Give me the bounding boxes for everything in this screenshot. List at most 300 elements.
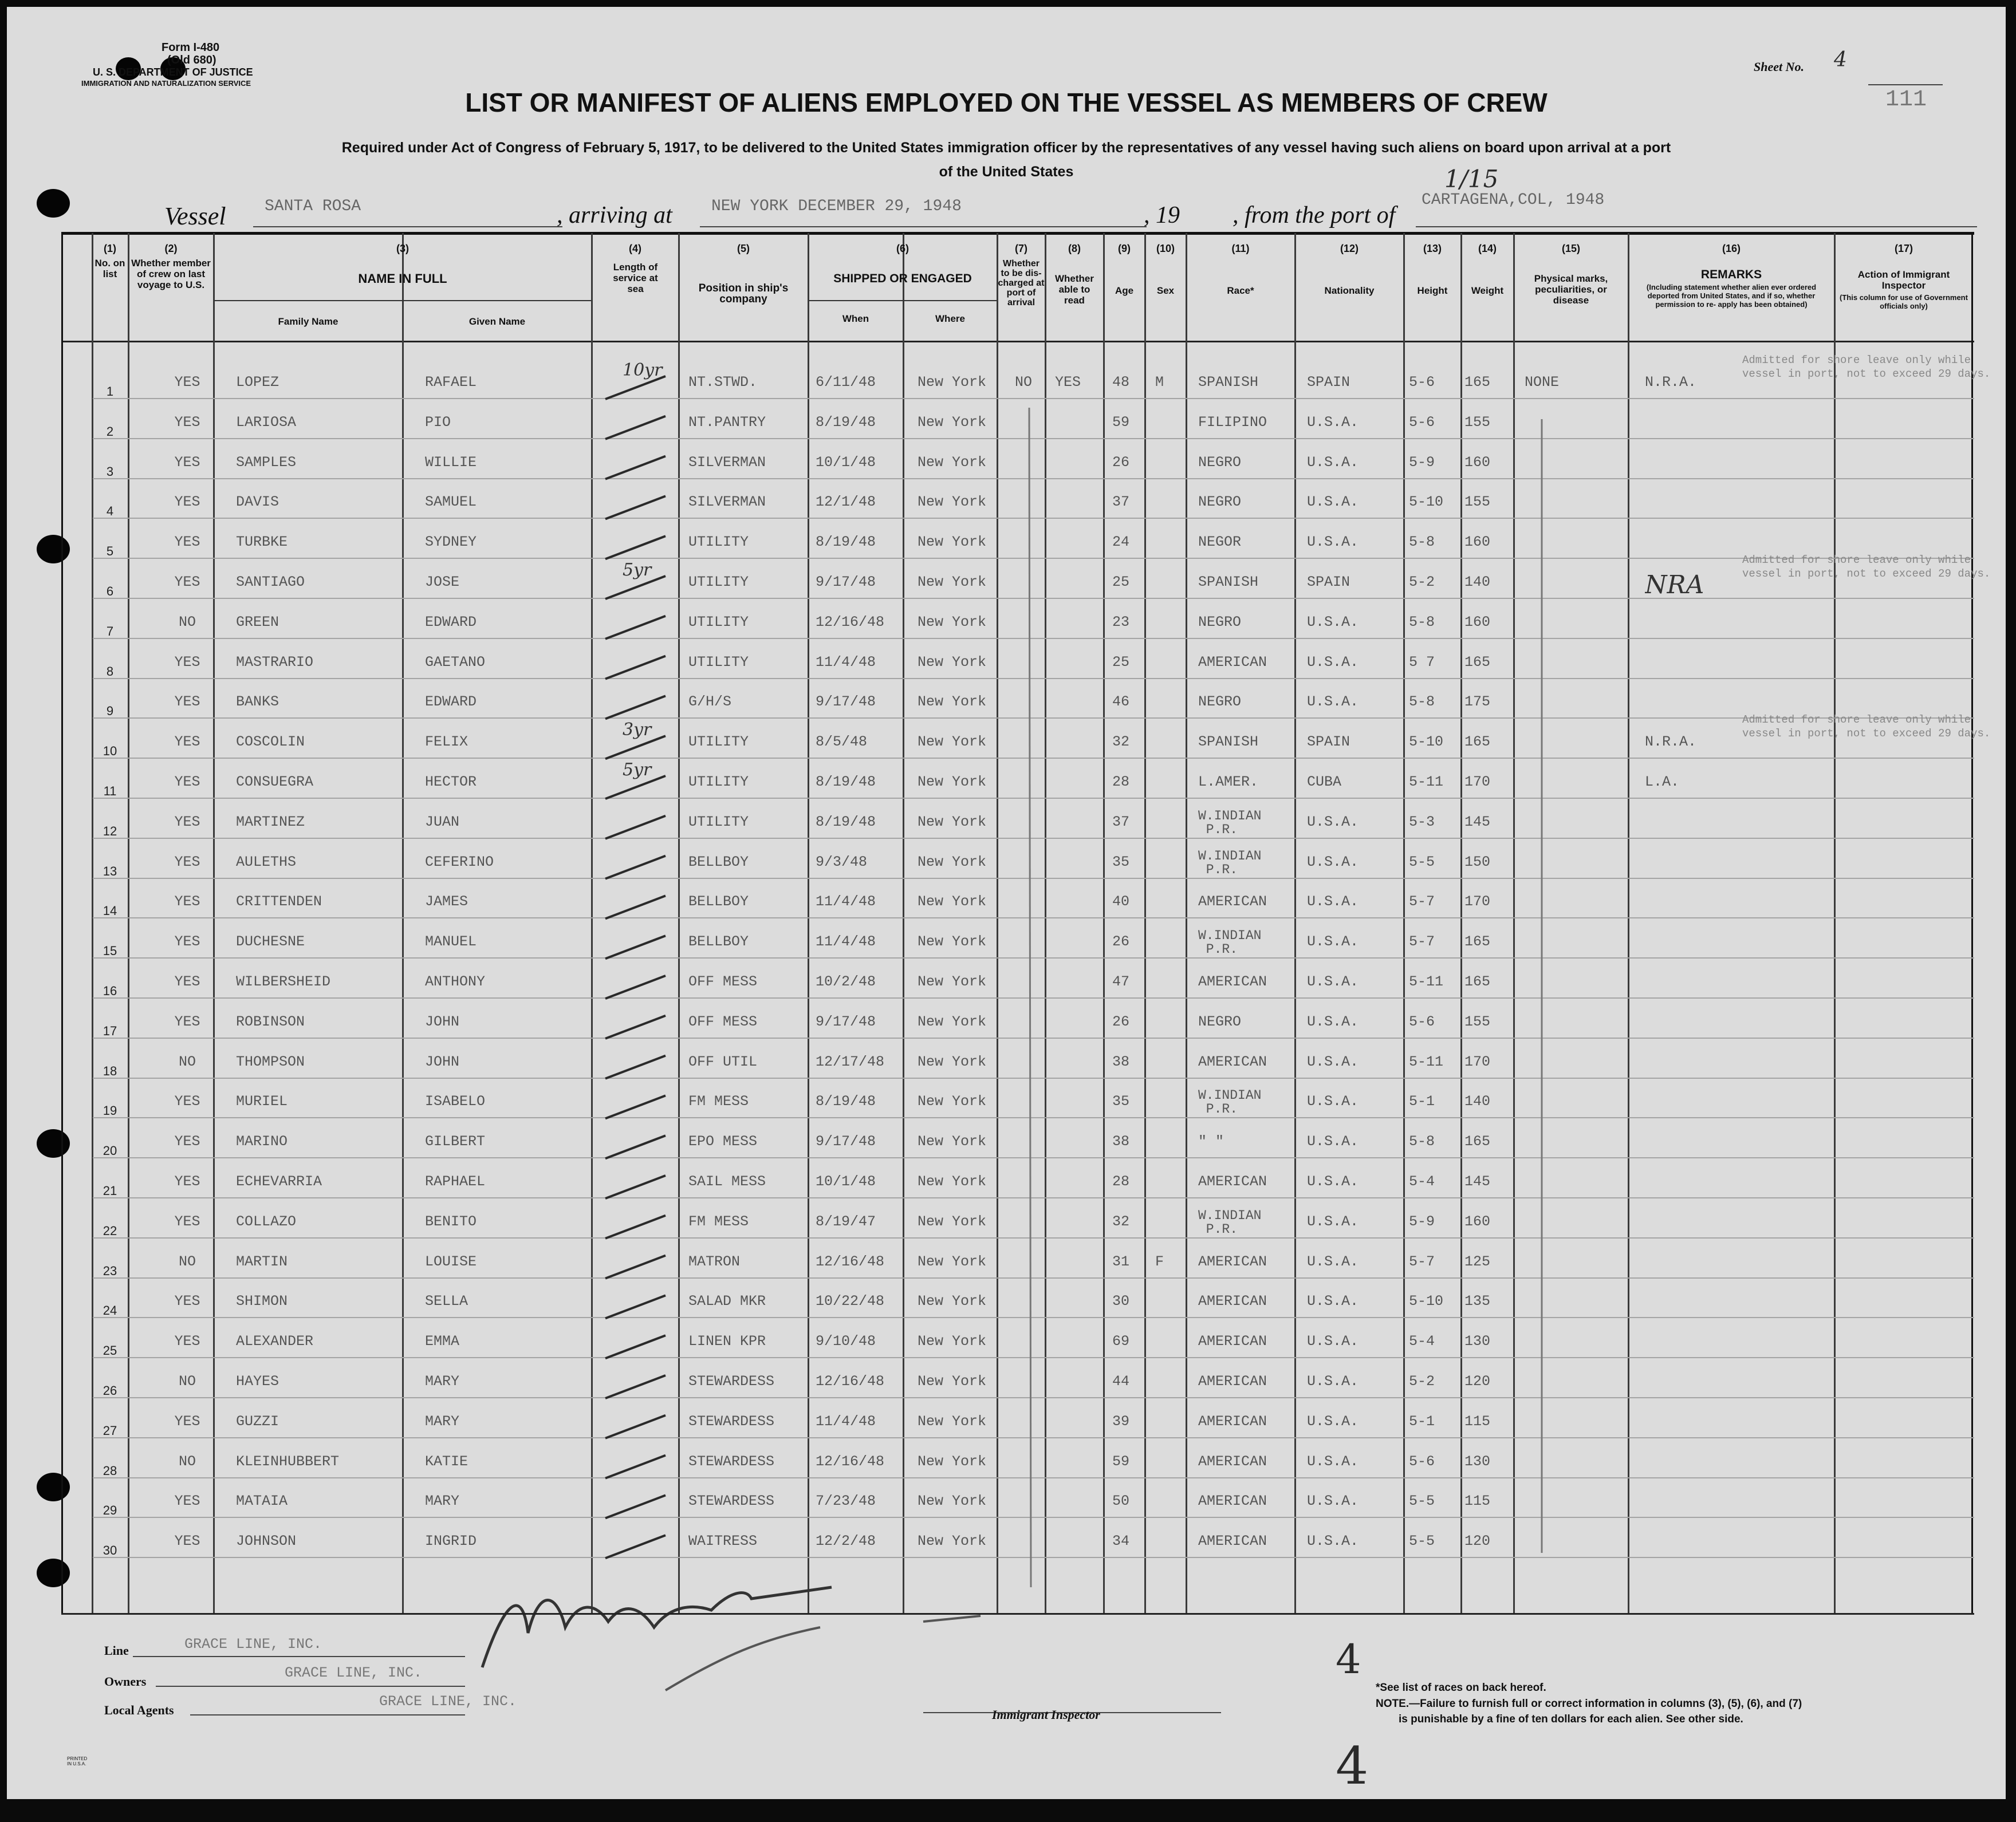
row-number: 12 bbox=[103, 823, 117, 838]
nationality-cell: U.S.A. bbox=[1307, 1133, 1359, 1150]
shipped-where-cell: New York bbox=[918, 1133, 987, 1150]
tally-stroke bbox=[605, 536, 666, 559]
nationality-cell: U.S.A. bbox=[1307, 1213, 1359, 1230]
weight-cell: 170 bbox=[1464, 893, 1491, 910]
nationality-cell: U.S.A. bbox=[1307, 1053, 1359, 1070]
position-cell: MATRON bbox=[688, 1253, 741, 1270]
race-cell: AMERICAN bbox=[1198, 1293, 1267, 1310]
age-cell: 32 bbox=[1112, 1213, 1130, 1230]
height-cell: 5-11 bbox=[1409, 1053, 1444, 1070]
shipped-when-cell: 9/17/48 bbox=[816, 693, 876, 711]
given-name-cell: HECTOR bbox=[425, 774, 477, 790]
length-of-service-cell: 3yr bbox=[623, 720, 652, 740]
last-voyage-cell: YES bbox=[174, 1293, 200, 1310]
row-number: 29 bbox=[103, 1503, 117, 1518]
race-cell: AMERICAN bbox=[1198, 653, 1267, 671]
last-voyage-cell: YES bbox=[174, 693, 200, 711]
race-cell: NEGRO bbox=[1198, 453, 1242, 471]
tally-stroke bbox=[605, 616, 666, 639]
weight-cell: 115 bbox=[1464, 1493, 1491, 1510]
shipped-when-cell: 8/19/48 bbox=[816, 534, 876, 551]
position-cell: UTILITY bbox=[688, 653, 749, 671]
col10-label: Sex bbox=[1156, 285, 1175, 296]
row-number: 26 bbox=[103, 1383, 117, 1398]
height-cell: 5-2 bbox=[1409, 1373, 1435, 1390]
shipped-when-cell: 8/19/48 bbox=[816, 413, 876, 431]
shipped-when-cell: 12/17/48 bbox=[816, 1053, 885, 1070]
form-old-number: (Old 680) bbox=[167, 54, 216, 66]
nationality-cell: SPAIN bbox=[1307, 374, 1350, 391]
col10-num: (10) bbox=[1156, 243, 1175, 254]
col4-label: Length of service at sea bbox=[613, 262, 658, 294]
shipped-when-cell: 9/17/48 bbox=[816, 1013, 876, 1030]
last-voyage-cell: YES bbox=[174, 1533, 200, 1550]
nationality-cell: U.S.A. bbox=[1307, 1253, 1359, 1270]
nationality-cell: U.S.A. bbox=[1307, 853, 1359, 870]
family-name-cell: ALEXANDER bbox=[236, 1333, 314, 1350]
col8-num: (8) bbox=[1068, 243, 1081, 254]
height-cell: 5 7 bbox=[1409, 653, 1435, 671]
shipped-when-cell: 11/4/48 bbox=[816, 653, 876, 671]
row-number: 6 bbox=[106, 584, 114, 598]
height-cell: 5-7 bbox=[1409, 893, 1435, 910]
weight-cell: 150 bbox=[1464, 853, 1491, 870]
age-cell: 31 bbox=[1112, 1253, 1130, 1270]
tally-stroke bbox=[605, 456, 666, 479]
tally-stroke bbox=[605, 856, 666, 879]
weight-cell: 170 bbox=[1464, 774, 1491, 790]
given-name-cell: LOUISE bbox=[425, 1253, 477, 1270]
nationality-cell: U.S.A. bbox=[1307, 973, 1359, 990]
race-cell: SPANISH bbox=[1198, 374, 1259, 391]
shipped-when-cell: 10/1/48 bbox=[816, 1173, 876, 1190]
age-cell: 35 bbox=[1112, 1093, 1130, 1110]
weight-cell: 130 bbox=[1464, 1333, 1491, 1350]
height-cell: 5-5 bbox=[1409, 853, 1435, 870]
table-bottom-rule bbox=[61, 1613, 1974, 1615]
row-number: 20 bbox=[103, 1143, 117, 1158]
race-cell: W.INDIAN P.R. bbox=[1198, 1208, 1262, 1236]
arriving-label: , arriving at bbox=[557, 202, 672, 228]
remarks-cell: L.A. bbox=[1645, 774, 1680, 790]
age-cell: 38 bbox=[1112, 1053, 1130, 1070]
row-number: 30 bbox=[103, 1543, 117, 1558]
tally-stroke bbox=[605, 696, 666, 719]
subtitle-line2: of the United States bbox=[939, 164, 1074, 180]
shipped-where-cell: New York bbox=[918, 653, 987, 671]
given-name-cell: GILBERT bbox=[425, 1133, 486, 1150]
tally-stroke bbox=[605, 976, 666, 999]
shipped-where-cell: New York bbox=[918, 1533, 987, 1550]
given-name-cell: ISABELO bbox=[425, 1093, 486, 1110]
weight-cell: 170 bbox=[1464, 1053, 1491, 1070]
shipped-where-cell: New York bbox=[918, 1493, 987, 1510]
age-cell: 25 bbox=[1112, 653, 1130, 671]
race-cell: AMERICAN bbox=[1198, 893, 1267, 910]
nationality-cell: U.S.A. bbox=[1307, 1013, 1359, 1030]
nationality-cell: U.S.A. bbox=[1307, 1453, 1359, 1470]
col6-label: SHIPPED OR ENGAGED bbox=[833, 272, 972, 285]
tally-stroke bbox=[605, 1456, 666, 1478]
race-cell: W.INDIAN P.R. bbox=[1198, 809, 1262, 837]
inspector-action-cell: Admitted for shore leave only while vessel in port, not to exceed 29 days. bbox=[1742, 354, 1991, 380]
position-cell: UTILITY bbox=[688, 534, 749, 551]
last-voyage-cell: YES bbox=[174, 774, 200, 790]
family-name-cell: SANTIAGO bbox=[236, 574, 305, 590]
position-cell: FM MESS bbox=[688, 1093, 749, 1110]
given-name-cell: MARY bbox=[425, 1373, 460, 1390]
given-name-cell: MARY bbox=[425, 1493, 460, 1510]
height-cell: 5-9 bbox=[1409, 453, 1435, 471]
length-of-service-cell: 5yr bbox=[623, 760, 652, 780]
line-underline bbox=[133, 1656, 465, 1657]
given-name-cell: FELIX bbox=[425, 733, 468, 751]
weight-cell: 160 bbox=[1464, 534, 1491, 551]
family-name-cell: HAYES bbox=[236, 1373, 279, 1390]
race-cell: AMERICAN bbox=[1198, 1373, 1267, 1390]
given-name-cell: JOHN bbox=[425, 1053, 460, 1070]
row-number: 25 bbox=[103, 1343, 117, 1358]
shipped-where-cell: New York bbox=[918, 413, 987, 431]
col14-num: (14) bbox=[1478, 243, 1497, 254]
tally-stroke bbox=[605, 1056, 666, 1079]
height-cell: 5-10 bbox=[1409, 1293, 1444, 1310]
last-voyage-cell: YES bbox=[174, 534, 200, 551]
sheet-label: Sheet No. bbox=[1754, 60, 1804, 74]
given-name-cell: INGRID bbox=[425, 1533, 477, 1550]
shipped-when-cell: 8/19/47 bbox=[816, 1213, 876, 1230]
weight-cell: 140 bbox=[1464, 574, 1491, 590]
shipped-when-cell: 8/19/48 bbox=[816, 813, 876, 830]
length-of-service-cell: 5yr bbox=[623, 560, 652, 580]
age-cell: 50 bbox=[1112, 1493, 1130, 1510]
last-voyage-cell: NO bbox=[178, 1053, 196, 1070]
last-voyage-cell: YES bbox=[174, 1333, 200, 1350]
shipped-where-cell: New York bbox=[918, 1253, 987, 1270]
weight-cell: 120 bbox=[1464, 1533, 1491, 1550]
given-name-cell: JUAN bbox=[425, 813, 460, 830]
shipped-when-cell: 12/16/48 bbox=[816, 1453, 885, 1470]
shipped-where-cell: New York bbox=[918, 893, 987, 910]
height-cell: 5-4 bbox=[1409, 1333, 1435, 1350]
position-cell: UTILITY bbox=[688, 774, 749, 790]
given-name-cell: MARY bbox=[425, 1413, 460, 1430]
able-to-read-cell: YES bbox=[1055, 374, 1081, 391]
shipped-where-cell: New York bbox=[918, 1213, 987, 1230]
col4-num: (4) bbox=[629, 243, 641, 254]
last-voyage-cell: YES bbox=[174, 853, 200, 870]
family-name-cell: LARIOSA bbox=[236, 413, 297, 431]
col8-label: Whether able to read bbox=[1055, 273, 1094, 306]
physical-marks-cell: NONE bbox=[1525, 374, 1560, 391]
printed-mark: PRINTED IN U.S.A. bbox=[67, 1756, 88, 1766]
last-voyage-cell: NO bbox=[178, 1373, 196, 1390]
tally-stroke bbox=[605, 1375, 666, 1398]
family-name-cell: ROBINSON bbox=[236, 1013, 305, 1030]
given-name-cell: WILLIE bbox=[425, 453, 477, 471]
shipped-where-cell: New York bbox=[918, 534, 987, 551]
shipped-when-cell: 12/2/48 bbox=[816, 1533, 876, 1550]
last-voyage-cell: YES bbox=[174, 1173, 200, 1190]
tally-stroke bbox=[605, 1216, 666, 1239]
age-cell: 32 bbox=[1112, 733, 1130, 751]
weight-cell: 120 bbox=[1464, 1373, 1491, 1390]
age-cell: 24 bbox=[1112, 534, 1130, 551]
shipped-when-cell: 7/23/48 bbox=[816, 1493, 876, 1510]
col3-label: NAME IN FULL bbox=[358, 271, 447, 286]
family-name-cell: LOPEZ bbox=[236, 374, 279, 391]
shipped-when-cell: 9/10/48 bbox=[816, 1333, 876, 1350]
shipped-where-cell: New York bbox=[918, 1373, 987, 1390]
given-name-cell: RAPHAEL bbox=[425, 1173, 486, 1190]
remarks-cell: N.R.A. bbox=[1645, 733, 1697, 751]
shipped-when-cell: 8/5/48 bbox=[816, 733, 868, 751]
shipped-when-cell: 6/11/48 bbox=[816, 374, 876, 391]
given-name-cell: ANTHONY bbox=[425, 973, 486, 990]
tally-stroke bbox=[605, 496, 666, 519]
tally-stroke bbox=[605, 1135, 666, 1158]
height-cell: 5-6 bbox=[1409, 1013, 1435, 1030]
line-label: Line bbox=[104, 1643, 129, 1658]
last-voyage-cell: YES bbox=[174, 933, 200, 951]
height-cell: 5-4 bbox=[1409, 1173, 1435, 1190]
family-name-cell: MASTRARIO bbox=[236, 653, 314, 671]
race-cell: AMERICAN bbox=[1198, 1533, 1267, 1550]
last-voyage-cell: YES bbox=[174, 1013, 200, 1030]
age-cell: 23 bbox=[1112, 613, 1130, 630]
shipped-when-cell: 12/16/48 bbox=[816, 613, 885, 630]
length-of-service-cell: 10yr bbox=[623, 360, 663, 380]
col13-label: Height bbox=[1417, 285, 1448, 296]
tally-stroke bbox=[605, 416, 666, 439]
nationality-cell: SPAIN bbox=[1307, 574, 1350, 590]
height-cell: 5-6 bbox=[1409, 1453, 1435, 1470]
nationality-cell: U.S.A. bbox=[1307, 693, 1359, 711]
weight-cell: 160 bbox=[1464, 453, 1491, 471]
family-name-cell: AULETHS bbox=[236, 853, 297, 870]
last-voyage-cell: YES bbox=[174, 1493, 200, 1510]
given-name-cell: KATIE bbox=[425, 1453, 468, 1470]
row-number: 2 bbox=[106, 424, 114, 439]
weight-cell: 165 bbox=[1464, 973, 1491, 990]
position-cell: SILVERMAN bbox=[688, 494, 766, 511]
height-cell: 5-5 bbox=[1409, 1533, 1435, 1550]
signature-scribble bbox=[482, 1587, 832, 1667]
age-cell: 26 bbox=[1112, 933, 1130, 951]
position-cell: STEWARDESS bbox=[688, 1413, 775, 1430]
owners-underline bbox=[156, 1686, 465, 1687]
last-voyage-cell: NO bbox=[178, 1453, 196, 1470]
family-name-cell: CRITTENDEN bbox=[236, 893, 322, 910]
shipped-where-cell: New York bbox=[918, 1293, 987, 1310]
height-cell: 5-2 bbox=[1409, 574, 1435, 590]
age-cell: 26 bbox=[1112, 1013, 1130, 1030]
position-cell: STEWARDESS bbox=[688, 1493, 775, 1510]
shipped-where-cell: New York bbox=[918, 933, 987, 951]
given-name-cell: JOHN bbox=[425, 1013, 460, 1030]
family-name-cell: DUCHESNE bbox=[236, 933, 305, 951]
family-name-cell: ECHEVARRIA bbox=[236, 1173, 322, 1190]
family-name-cell: SAMPLES bbox=[236, 453, 297, 471]
shipped-where-cell: New York bbox=[918, 574, 987, 590]
position-cell: BELLBOY bbox=[688, 893, 749, 910]
tally-stroke bbox=[605, 736, 666, 759]
given-name-cell: PIO bbox=[425, 413, 451, 431]
age-cell: 40 bbox=[1112, 893, 1130, 910]
note-text1: —Failure to furnish full or correct information in columns (3), (5), (6), and (7) bbox=[1409, 1698, 1802, 1710]
remarks-cell: N.R.A. bbox=[1645, 374, 1697, 391]
col7-label: Whether to be dis- charged at port of arrival bbox=[998, 259, 1045, 307]
last-voyage-cell: YES bbox=[174, 1133, 200, 1150]
family-name-cell: BANKS bbox=[236, 693, 279, 711]
height-cell: 5-7 bbox=[1409, 1253, 1435, 1270]
nationality-cell: U.S.A. bbox=[1307, 613, 1359, 630]
col15-num: (15) bbox=[1561, 243, 1580, 254]
position-cell: UTILITY bbox=[688, 733, 749, 751]
last-voyage-cell: YES bbox=[174, 813, 200, 830]
tally-stroke bbox=[605, 576, 666, 599]
position-cell: OFF MESS bbox=[688, 973, 758, 990]
note-text2: is punishable by a fine of ten dollars for each alien. See other side. bbox=[1399, 1713, 1743, 1725]
last-voyage-cell: YES bbox=[174, 653, 200, 671]
col16-label: REMARKS bbox=[1700, 268, 1762, 281]
given-name-cell: BENITO bbox=[425, 1213, 477, 1230]
height-cell: 5-9 bbox=[1409, 1213, 1435, 1230]
family-name-cell: THOMPSON bbox=[236, 1053, 305, 1070]
shipped-when-cell: 12/16/48 bbox=[816, 1253, 885, 1270]
age-cell: 69 bbox=[1112, 1333, 1130, 1350]
from-value: CARTAGENA,COL, 1948 bbox=[1422, 191, 1605, 209]
weight-cell: 155 bbox=[1464, 1013, 1491, 1030]
from-label: , from the port of bbox=[1233, 202, 1396, 228]
given-name-cell: GAETANO bbox=[425, 653, 486, 671]
row-number: 15 bbox=[103, 944, 117, 959]
col14-label: Weight bbox=[1471, 285, 1504, 296]
weight-cell: 165 bbox=[1464, 653, 1491, 671]
family-name-cell: COLLAZO bbox=[236, 1213, 297, 1230]
weight-cell: 130 bbox=[1464, 1453, 1491, 1470]
page-title: LIST OR MANIFEST OF ALIENS EMPLOYED ON THE VESSEL AS MEMBERS OF CREW bbox=[465, 88, 1548, 117]
shipped-where-cell: New York bbox=[918, 853, 987, 870]
race-cell: W.INDIAN P.R. bbox=[1198, 929, 1262, 957]
last-voyage-cell: YES bbox=[174, 374, 200, 391]
subtitle-line1: Required under Act of Congress of February 5, 1917, to be delivered to the United States immigration officer by the representatives of any vessel having such aliens on board upon arrival at a port bbox=[341, 140, 1671, 156]
shipped-where-cell: New York bbox=[918, 693, 987, 711]
race-cell: SPANISH bbox=[1198, 733, 1259, 751]
nationality-cell: U.S.A. bbox=[1307, 1293, 1359, 1310]
col6-num: (6) bbox=[896, 243, 909, 254]
race-cell: AMERICAN bbox=[1198, 1173, 1267, 1190]
row-number: 17 bbox=[103, 1023, 117, 1038]
col3-num: (3) bbox=[396, 243, 409, 254]
col5-label: Position in ship's company bbox=[698, 282, 789, 305]
shipped-where-cell: New York bbox=[918, 1093, 987, 1110]
last-voyage-cell: YES bbox=[174, 574, 200, 590]
hand-mark: 1/15 bbox=[1444, 165, 1499, 193]
row-number: 8 bbox=[106, 664, 114, 679]
year-label: , 19 bbox=[1144, 202, 1180, 228]
nationality-cell: U.S.A. bbox=[1307, 494, 1359, 511]
row-number: 16 bbox=[103, 984, 117, 998]
age-cell: 47 bbox=[1112, 973, 1130, 990]
given-name-cell: SAMUEL bbox=[425, 494, 477, 511]
row-number: 19 bbox=[103, 1103, 117, 1118]
nationality-cell: SPAIN bbox=[1307, 733, 1350, 751]
arriving-value: NEW YORK DECEMBER 29, 1948 bbox=[711, 198, 962, 215]
weight-cell: 165 bbox=[1464, 1133, 1491, 1150]
row-number: 13 bbox=[103, 863, 117, 878]
age-cell: 34 bbox=[1112, 1533, 1130, 1550]
height-cell: 5-11 bbox=[1409, 973, 1444, 990]
tally-stroke bbox=[605, 776, 666, 799]
given-name-cell: EDWARD bbox=[425, 613, 477, 630]
weight-cell: 140 bbox=[1464, 1093, 1491, 1110]
race-cell: NEGOR bbox=[1198, 534, 1242, 551]
last-voyage-cell: YES bbox=[174, 973, 200, 990]
col6-where-label: Where bbox=[935, 313, 965, 324]
col17-num: (17) bbox=[1894, 243, 1913, 254]
age-cell: 46 bbox=[1112, 693, 1130, 711]
shipped-when-cell: 11/4/48 bbox=[816, 1413, 876, 1430]
weight-cell: 155 bbox=[1464, 413, 1491, 431]
shipped-where-cell: New York bbox=[918, 374, 987, 391]
col2-num: (2) bbox=[164, 243, 178, 254]
age-cell: 25 bbox=[1112, 574, 1130, 590]
agents-underline bbox=[190, 1714, 465, 1715]
race-cell: AMERICAN bbox=[1198, 1053, 1267, 1070]
height-cell: 5-8 bbox=[1409, 613, 1435, 630]
family-name-cell: TURBKE bbox=[236, 534, 288, 551]
col13-num: (13) bbox=[1423, 243, 1442, 254]
position-cell: SAIL MESS bbox=[688, 1173, 766, 1190]
nationality-cell: U.S.A. bbox=[1307, 534, 1359, 551]
height-cell: 5-6 bbox=[1409, 413, 1435, 431]
nationality-cell: U.S.A. bbox=[1307, 1533, 1359, 1550]
family-name-cell: DAVIS bbox=[236, 494, 279, 511]
manifest-sheet bbox=[7, 7, 2006, 1799]
tally-stroke bbox=[605, 936, 666, 959]
row-number: 11 bbox=[103, 784, 117, 798]
race-cell: W.INDIAN P.R. bbox=[1198, 849, 1262, 877]
discharged-ditto-line bbox=[1029, 408, 1031, 1587]
shipped-where-cell: New York bbox=[918, 613, 987, 630]
col12-num: (12) bbox=[1340, 243, 1359, 254]
given-name-cell: EDWARD bbox=[425, 693, 477, 711]
age-cell: 48 bbox=[1112, 374, 1130, 391]
row-number: 1 bbox=[106, 384, 114, 399]
position-cell: G/H/S bbox=[688, 693, 732, 711]
tally-stroke bbox=[605, 816, 666, 839]
family-name-cell: COSCOLIN bbox=[236, 733, 305, 751]
row-number: 5 bbox=[106, 544, 114, 559]
age-cell: 26 bbox=[1112, 453, 1130, 471]
given-name-cell: MANUEL bbox=[425, 933, 477, 951]
shipped-when-cell: 11/4/48 bbox=[816, 933, 876, 951]
service: IMMIGRATION AND NATURALIZATION SERVICE bbox=[81, 79, 251, 88]
weight-cell: 145 bbox=[1464, 813, 1491, 830]
height-cell: 5-5 bbox=[1409, 1493, 1435, 1510]
remarks-cell: NRA bbox=[1645, 570, 1704, 600]
family-name-cell: MARINO bbox=[236, 1133, 288, 1150]
agents-label: Local Agents bbox=[104, 1703, 174, 1717]
given-name-cell: SYDNEY bbox=[425, 534, 477, 551]
weight-cell: 160 bbox=[1464, 613, 1491, 630]
race-cell: AMERICAN bbox=[1198, 1413, 1267, 1430]
col3-given-label: Given Name bbox=[468, 316, 526, 327]
race-cell: NEGRO bbox=[1198, 613, 1242, 630]
tally-stroke bbox=[605, 896, 666, 918]
shipped-when-cell: 10/1/48 bbox=[816, 453, 876, 471]
